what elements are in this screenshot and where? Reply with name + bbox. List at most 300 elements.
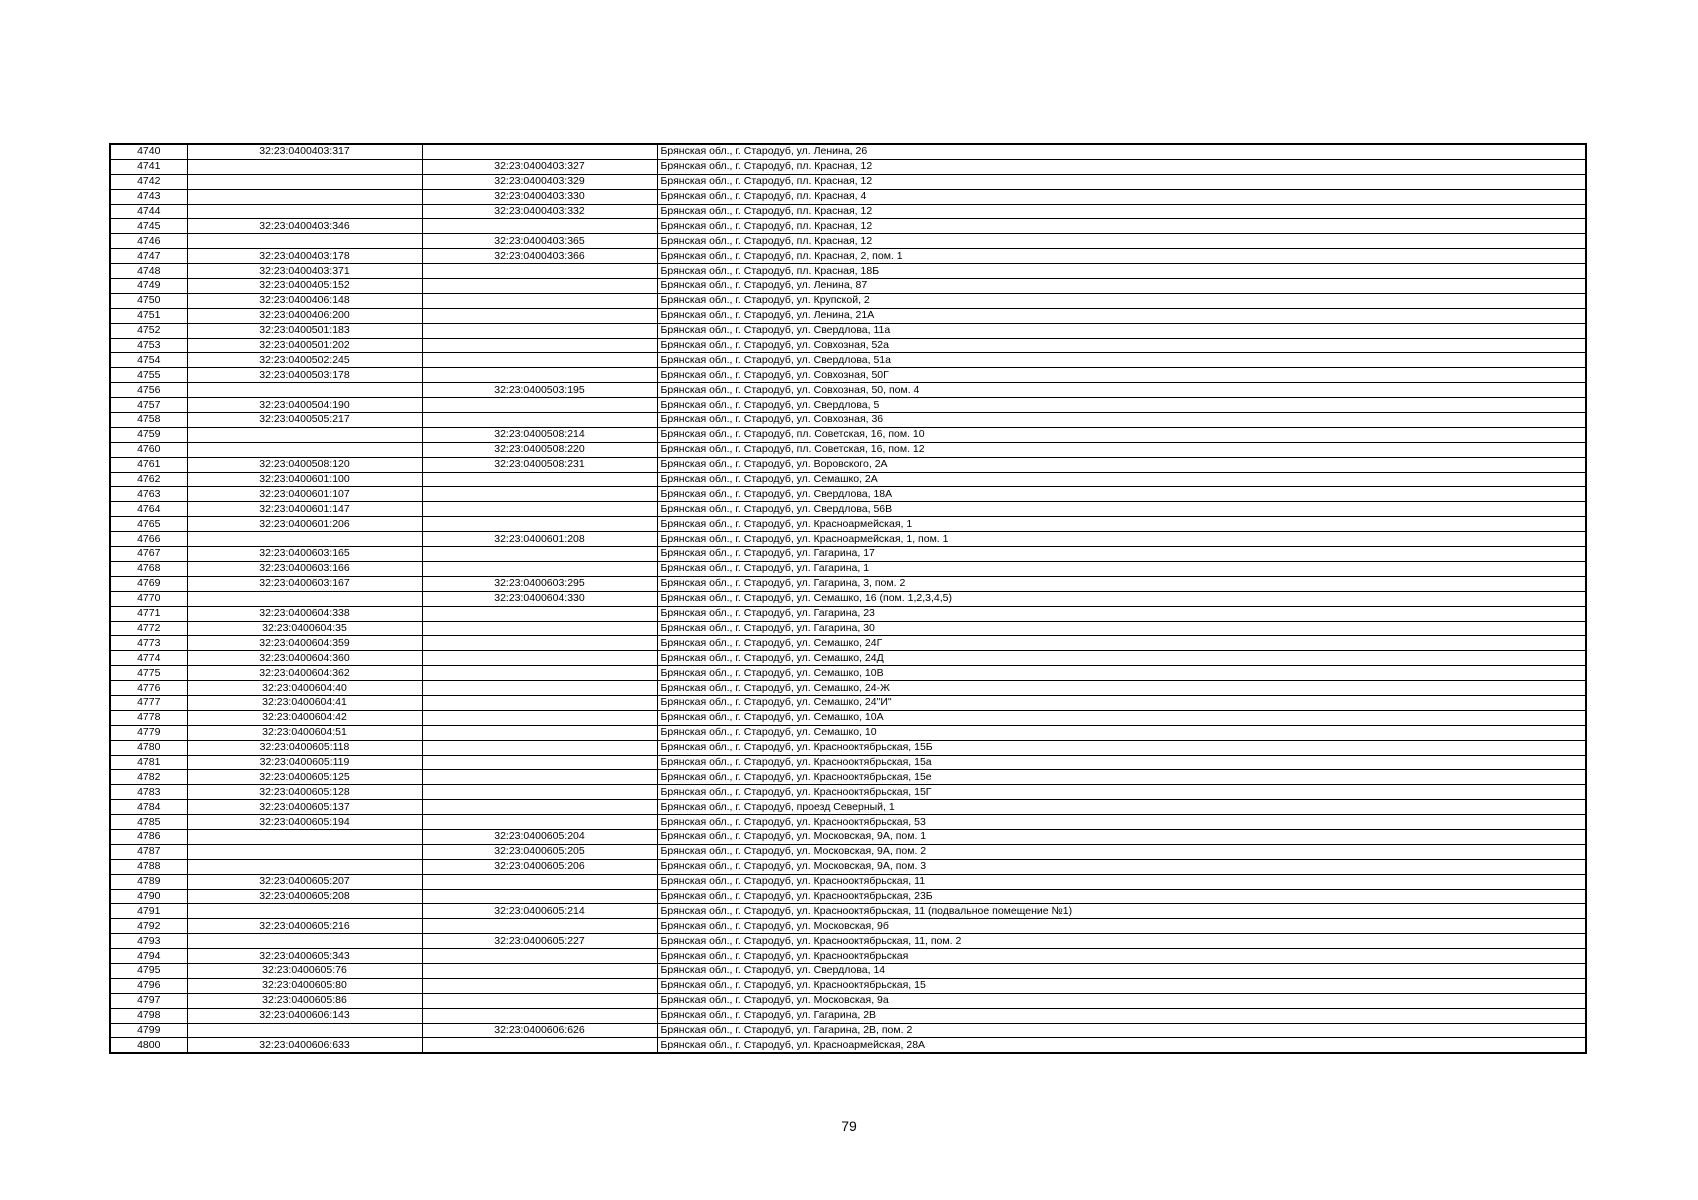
address-cell: Брянская обл., г. Стародуб, ул. Ленина, 87 [657, 279, 1586, 294]
row-number-cell: 4776 [110, 681, 187, 696]
row-number-cell: 4742 [110, 174, 187, 189]
row-number-cell: 4760 [110, 442, 187, 457]
cadastral-number-cell [187, 591, 422, 606]
row-number-cell: 4788 [110, 859, 187, 874]
table-row [110, 785, 1586, 800]
table-row [110, 383, 1586, 398]
cadastral-number-cell: 32:23:0400601:206 [187, 517, 422, 532]
table-row [110, 234, 1586, 249]
table-row [110, 1038, 1586, 1053]
cadastral-number-cell: 32:23:0400406:200 [187, 308, 422, 323]
premises-cadastral-number-cell: 32:23:0400503:195 [422, 383, 657, 398]
cadastral-number-cell [187, 1023, 422, 1038]
table-row [110, 949, 1586, 964]
address-cell: Брянская обл., г. Стародуб, ул. Гагарина, 23 [657, 606, 1586, 621]
premises-cadastral-number-cell: 32:23:0400605:205 [422, 844, 657, 859]
row-number-cell: 4774 [110, 651, 187, 666]
table-row [110, 561, 1586, 576]
cadastral-number-cell: 32:23:0400403:346 [187, 219, 422, 234]
cadastral-number-cell: 32:23:0400605:208 [187, 889, 422, 904]
row-number-cell: 4764 [110, 502, 187, 517]
row-number-cell: 4786 [110, 829, 187, 844]
cadastral-number-cell [187, 829, 422, 844]
row-number-cell: 4771 [110, 606, 187, 621]
table-row [110, 174, 1586, 189]
premises-cadastral-number-cell: 32:23:0400605:204 [422, 829, 657, 844]
cadastral-number-cell: 32:23:0400406:148 [187, 293, 422, 308]
cadastral-number-cell: 32:23:0400606:633 [187, 1038, 422, 1053]
row-number-cell: 4798 [110, 1008, 187, 1023]
cadastral-number-cell: 32:23:0400606:143 [187, 1008, 422, 1023]
table-row [110, 427, 1586, 442]
row-number-cell: 4746 [110, 234, 187, 249]
row-number-cell: 4792 [110, 919, 187, 934]
row-number-cell: 4791 [110, 904, 187, 919]
row-number-cell: 4769 [110, 576, 187, 591]
table-row [110, 963, 1586, 978]
row-number-cell: 4785 [110, 815, 187, 830]
premises-cadastral-number-cell: 32:23:0400508:214 [422, 427, 657, 442]
table-row [110, 338, 1586, 353]
table-row [110, 457, 1586, 472]
address-cell: Брянская обл., г. Стародуб, ул. Семашко, 10В [657, 666, 1586, 681]
table-row [110, 770, 1586, 785]
table-row [110, 1023, 1586, 1038]
address-cell: Брянская обл., г. Стародуб, ул. Гагарина, 1 [657, 561, 1586, 576]
premises-cadastral-number-cell [422, 621, 657, 636]
address-cell: Брянская обл., г. Стародуб, ул. Свердлова, 11а [657, 323, 1586, 338]
cadastral-number-cell [187, 383, 422, 398]
premises-cadastral-number-cell [422, 889, 657, 904]
address-cell: Брянская обл., г. Стародуб, ул. Краснооктябрьская, 15е [657, 770, 1586, 785]
table-row [110, 829, 1586, 844]
table-row [110, 934, 1586, 949]
row-number-cell: 4778 [110, 710, 187, 725]
table-row [110, 695, 1586, 710]
table-row [110, 666, 1586, 681]
premises-cadastral-number-cell [422, 1038, 657, 1053]
cadastral-number-cell: 32:23:0400605:80 [187, 978, 422, 993]
address-cell: Брянская обл., г. Стародуб, ул. Гагарина, 2В [657, 1008, 1586, 1023]
row-number-cell: 4759 [110, 427, 187, 442]
row-number-cell: 4772 [110, 621, 187, 636]
address-cell: Брянская обл., г. Стародуб, ул. Семашко, 24"И" [657, 695, 1586, 710]
row-number-cell: 4752 [110, 323, 187, 338]
cadastral-number-cell: 32:23:0400403:317 [187, 144, 422, 159]
table-row [110, 889, 1586, 904]
premises-cadastral-number-cell: 32:23:0400508:231 [422, 457, 657, 472]
premises-cadastral-number-cell [422, 993, 657, 1008]
cadastral-number-cell: 32:23:0400605:86 [187, 993, 422, 1008]
row-number-cell: 4763 [110, 487, 187, 502]
cadastral-number-cell: 32:23:0400502:245 [187, 353, 422, 368]
address-cell: Брянская обл., г. Стародуб, ул. Гагарина, 2В, пом. 2 [657, 1023, 1586, 1038]
row-number-cell: 4749 [110, 279, 187, 294]
premises-cadastral-number-cell [422, 770, 657, 785]
address-cell: Брянская обл., г. Стародуб, ул. Совхозная, 52а [657, 338, 1586, 353]
table-row [110, 249, 1586, 264]
table-row [110, 398, 1586, 413]
table-row [110, 874, 1586, 889]
cadastral-number-cell: 32:23:0400503:178 [187, 368, 422, 383]
cadastral-number-cell [187, 204, 422, 219]
premises-cadastral-number-cell: 32:23:0400605:214 [422, 904, 657, 919]
table-row [110, 517, 1586, 532]
address-cell: Брянская обл., г. Стародуб, ул. Краснооктябрьская, 11 (подвальное помещение №1) [657, 904, 1586, 919]
table-row [110, 978, 1586, 993]
table-row [110, 710, 1586, 725]
cadastral-number-cell: 32:23:0400405:152 [187, 279, 422, 294]
premises-cadastral-number-cell [422, 800, 657, 815]
premises-cadastral-number-cell: 32:23:0400403:366 [422, 249, 657, 264]
cadastral-number-cell: 32:23:0400504:190 [187, 398, 422, 413]
premises-cadastral-number-cell [422, 695, 657, 710]
row-number-cell: 4793 [110, 934, 187, 949]
premises-cadastral-number-cell [422, 144, 657, 159]
premises-cadastral-number-cell [422, 919, 657, 934]
address-cell: Брянская обл., г. Стародуб, ул. Ленина, 21А [657, 308, 1586, 323]
table-row [110, 591, 1586, 606]
cadastral-number-cell [187, 442, 422, 457]
row-number-cell: 4773 [110, 636, 187, 651]
row-number-cell: 4750 [110, 293, 187, 308]
address-cell: Брянская обл., г. Стародуб, ул. Московская, 9А, пом. 2 [657, 844, 1586, 859]
table-row [110, 204, 1586, 219]
address-cell: Брянская обл., г. Стародуб, ул. Семашко, 24Д [657, 651, 1586, 666]
premises-cadastral-number-cell: 32:23:0400403:365 [422, 234, 657, 249]
premises-cadastral-number-cell [422, 502, 657, 517]
row-number-cell: 4758 [110, 413, 187, 428]
table-row [110, 993, 1586, 1008]
premises-cadastral-number-cell [422, 681, 657, 696]
address-cell: Брянская обл., г. Стародуб, ул. Краснооктябрьская, 11, пом. 2 [657, 934, 1586, 949]
address-cell: Брянская обл., г. Стародуб, ул. Воровского, 2А [657, 457, 1586, 472]
cadastral-number-cell [187, 934, 422, 949]
address-cell: Брянская обл., г. Стародуб, ул. Свердлова, 5 [657, 398, 1586, 413]
row-number-cell: 4799 [110, 1023, 187, 1038]
table-row [110, 159, 1586, 174]
cadastral-number-cell: 32:23:0400604:338 [187, 606, 422, 621]
cadastral-number-cell: 32:23:0400501:183 [187, 323, 422, 338]
cadastral-number-cell: 32:23:0400601:147 [187, 502, 422, 517]
address-cell: Брянская обл., г. Стародуб, пл. Красная, 12 [657, 234, 1586, 249]
cadastral-number-cell: 32:23:0400604:40 [187, 681, 422, 696]
premises-cadastral-number-cell [422, 740, 657, 755]
address-cell: Брянская обл., г. Стародуб, пл. Красная, 12 [657, 174, 1586, 189]
cadastral-number-cell: 32:23:0400403:371 [187, 264, 422, 279]
address-cell: Брянская обл., г. Стародуб, ул. Московская, 9А, пом. 1 [657, 829, 1586, 844]
cadastral-number-cell: 32:23:0400605:128 [187, 785, 422, 800]
cadastral-number-cell: 32:23:0400505:217 [187, 413, 422, 428]
cadastral-number-cell: 32:23:0400605:207 [187, 874, 422, 889]
address-cell: Брянская обл., г. Стародуб, ул. Краснооктябрьская, 11 [657, 874, 1586, 889]
row-number-cell: 4754 [110, 353, 187, 368]
premises-cadastral-number-cell [422, 651, 657, 666]
cadastral-number-cell: 32:23:0400603:167 [187, 576, 422, 591]
premises-cadastral-number-cell [422, 710, 657, 725]
address-cell: Брянская обл., г. Стародуб, ул. Краснооктябрьская, 15а [657, 755, 1586, 770]
table-row [110, 636, 1586, 651]
cadastral-number-cell: 32:23:0400604:41 [187, 695, 422, 710]
cadastral-number-cell: 32:23:0400604:359 [187, 636, 422, 651]
address-cell: Брянская обл., г. Стародуб, ул. Московская, 9а [657, 993, 1586, 1008]
table-row [110, 532, 1586, 547]
table-row [110, 740, 1586, 755]
address-cell: Брянская обл., г. Стародуб, ул. Красноармейская, 1, пом. 1 [657, 532, 1586, 547]
row-number-cell: 4784 [110, 800, 187, 815]
premises-cadastral-number-cell [422, 398, 657, 413]
row-number-cell: 4783 [110, 785, 187, 800]
address-cell: Брянская обл., г. Стародуб, ул. Краснооктябрьская, 15 [657, 978, 1586, 993]
address-cell: Брянская обл., г. Стародуб, ул. Краснооктябрьская, 15Б [657, 740, 1586, 755]
table-row [110, 323, 1586, 338]
table-row [110, 502, 1586, 517]
address-cell: Брянская обл., г. Стародуб, ул. Краснооктябрьская, 53 [657, 815, 1586, 830]
premises-cadastral-number-cell: 32:23:0400403:329 [422, 174, 657, 189]
cadastral-number-cell: 32:23:0400508:120 [187, 457, 422, 472]
premises-cadastral-number-cell: 32:23:0400601:208 [422, 532, 657, 547]
table-row [110, 293, 1586, 308]
table-row [110, 472, 1586, 487]
premises-cadastral-number-cell [422, 487, 657, 502]
row-number-cell: 4745 [110, 219, 187, 234]
cadastral-number-cell: 32:23:0400605:125 [187, 770, 422, 785]
row-number-cell: 4766 [110, 532, 187, 547]
table-row [110, 844, 1586, 859]
premises-cadastral-number-cell [422, 338, 657, 353]
cadastral-number-cell: 32:23:0400604:42 [187, 710, 422, 725]
premises-cadastral-number-cell: 32:23:0400603:295 [422, 576, 657, 591]
cadastral-number-cell [187, 904, 422, 919]
cadastral-number-cell: 32:23:0400604:35 [187, 621, 422, 636]
cadastral-number-cell: 32:23:0400605:76 [187, 963, 422, 978]
premises-cadastral-number-cell [422, 963, 657, 978]
address-cell: Брянская обл., г. Стародуб, ул. Краснооктябрьская, 23Б [657, 889, 1586, 904]
address-cell: Брянская обл., г. Стародуб, ул. Крупской, 2 [657, 293, 1586, 308]
premises-cadastral-number-cell: 32:23:0400508:220 [422, 442, 657, 457]
cadastral-number-cell: 32:23:0400604:360 [187, 651, 422, 666]
premises-cadastral-number-cell [422, 815, 657, 830]
row-number-cell: 4787 [110, 844, 187, 859]
cadastral-number-cell [187, 427, 422, 442]
row-number-cell: 4757 [110, 398, 187, 413]
row-number-cell: 4797 [110, 993, 187, 1008]
registry-table [109, 143, 1587, 1054]
address-cell: Брянская обл., г. Стародуб, ул. Свердлова, 14 [657, 963, 1586, 978]
page-number: 79 [841, 1118, 857, 1134]
row-number-cell: 4762 [110, 472, 187, 487]
table-row [110, 621, 1586, 636]
premises-cadastral-number-cell [422, 323, 657, 338]
row-number-cell: 4751 [110, 308, 187, 323]
premises-cadastral-number-cell [422, 725, 657, 740]
table-row [110, 1008, 1586, 1023]
address-cell: Брянская обл., г. Стародуб, пл. Красная, 4 [657, 189, 1586, 204]
address-cell: Брянская обл., г. Стародуб, ул. Совхозная, 50Г [657, 368, 1586, 383]
cadastral-number-cell: 32:23:0400601:100 [187, 472, 422, 487]
cadastral-number-cell: 32:23:0400604:362 [187, 666, 422, 681]
premises-cadastral-number-cell [422, 785, 657, 800]
premises-cadastral-number-cell [422, 353, 657, 368]
premises-cadastral-number-cell [422, 308, 657, 323]
table-row [110, 264, 1586, 279]
premises-cadastral-number-cell [422, 413, 657, 428]
row-number-cell: 4779 [110, 725, 187, 740]
table-row [110, 189, 1586, 204]
premises-cadastral-number-cell [422, 666, 657, 681]
cadastral-number-cell: 32:23:0400605:137 [187, 800, 422, 815]
address-cell: Брянская обл., г. Стародуб, ул. Гагарина, 30 [657, 621, 1586, 636]
cadastral-number-cell: 32:23:0400603:166 [187, 561, 422, 576]
table-row [110, 219, 1586, 234]
cadastral-number-cell: 32:23:0400403:178 [187, 249, 422, 264]
premises-cadastral-number-cell [422, 293, 657, 308]
address-cell: Брянская обл., г. Стародуб, ул. Семашко, 24Г [657, 636, 1586, 651]
registry-table-body [110, 144, 1586, 1053]
address-cell: Брянская обл., г. Стародуб, ул. Семашко, 10 [657, 725, 1586, 740]
row-number-cell: 4777 [110, 695, 187, 710]
premises-cadastral-number-cell [422, 472, 657, 487]
address-cell: Брянская обл., г. Стародуб, ул. Семашко, 10А [657, 710, 1586, 725]
row-number-cell: 4794 [110, 949, 187, 964]
premises-cadastral-number-cell [422, 1008, 657, 1023]
row-number-cell: 4775 [110, 666, 187, 681]
table-row [110, 725, 1586, 740]
table-row [110, 606, 1586, 621]
premises-cadastral-number-cell: 32:23:0400605:227 [422, 934, 657, 949]
premises-cadastral-number-cell: 32:23:0400403:332 [422, 204, 657, 219]
cadastral-number-cell: 32:23:0400501:202 [187, 338, 422, 353]
table-row [110, 815, 1586, 830]
row-number-cell: 4780 [110, 740, 187, 755]
table-row [110, 755, 1586, 770]
row-number-cell: 4790 [110, 889, 187, 904]
premises-cadastral-number-cell [422, 561, 657, 576]
cadastral-number-cell: 32:23:0400605:118 [187, 740, 422, 755]
row-number-cell: 4756 [110, 383, 187, 398]
row-number-cell: 4744 [110, 204, 187, 219]
cadastral-number-cell [187, 189, 422, 204]
cadastral-number-cell: 32:23:0400605:119 [187, 755, 422, 770]
cadastral-number-cell: 32:23:0400603:165 [187, 547, 422, 562]
premises-cadastral-number-cell [422, 949, 657, 964]
table-row [110, 487, 1586, 502]
table-row [110, 859, 1586, 874]
row-number-cell: 4740 [110, 144, 187, 159]
address-cell: Брянская обл., г. Стародуб, пл. Красная, 18Б [657, 264, 1586, 279]
cadastral-number-cell: 32:23:0400601:107 [187, 487, 422, 502]
row-number-cell: 4755 [110, 368, 187, 383]
row-number-cell: 4747 [110, 249, 187, 264]
premises-cadastral-number-cell [422, 264, 657, 279]
row-number-cell: 4748 [110, 264, 187, 279]
premises-cadastral-number-cell [422, 636, 657, 651]
table-row [110, 144, 1586, 159]
premises-cadastral-number-cell [422, 606, 657, 621]
table-row [110, 308, 1586, 323]
address-cell: Брянская обл., г. Стародуб, ул. Совхозная, 50, пом. 4 [657, 383, 1586, 398]
premises-cadastral-number-cell [422, 517, 657, 532]
row-number-cell: 4741 [110, 159, 187, 174]
table-row [110, 368, 1586, 383]
address-cell: Брянская обл., г. Стародуб, ул. Краснооктябрьская [657, 949, 1586, 964]
address-cell: Брянская обл., г. Стародуб, ул. Краснооктябрьская, 15Г [657, 785, 1586, 800]
address-cell: Брянская обл., г. Стародуб, ул. Гагарина, 17 [657, 547, 1586, 562]
cadastral-number-cell [187, 859, 422, 874]
premises-cadastral-number-cell [422, 547, 657, 562]
address-cell: Брянская обл., г. Стародуб, ул. Гагарина, 3, пом. 2 [657, 576, 1586, 591]
table-row [110, 681, 1586, 696]
address-cell: Брянская обл., г. Стародуб, проезд Северный, 1 [657, 800, 1586, 815]
row-number-cell: 4782 [110, 770, 187, 785]
premises-cadastral-number-cell [422, 219, 657, 234]
cadastral-number-cell [187, 159, 422, 174]
address-cell: Брянская обл., г. Стародуб, ул. Ленина, 26 [657, 144, 1586, 159]
row-number-cell: 4767 [110, 547, 187, 562]
row-number-cell: 4768 [110, 561, 187, 576]
address-cell: Брянская обл., г. Стародуб, пл. Красная, 12 [657, 219, 1586, 234]
premises-cadastral-number-cell: 32:23:0400604:330 [422, 591, 657, 606]
address-cell: Брянская обл., г. Стародуб, пл. Красная, 12 [657, 204, 1586, 219]
address-cell: Брянская обл., г. Стародуб, ул. Московская, 9б [657, 919, 1586, 934]
address-cell: Брянская обл., г. Стародуб, пл. Красная, 2, пом. 1 [657, 249, 1586, 264]
row-number-cell: 4796 [110, 978, 187, 993]
cadastral-number-cell [187, 532, 422, 547]
row-number-cell: 4795 [110, 963, 187, 978]
premises-cadastral-number-cell: 32:23:0400403:330 [422, 189, 657, 204]
address-cell: Брянская обл., г. Стародуб, ул. Семашко, 2А [657, 472, 1586, 487]
cadastral-number-cell [187, 234, 422, 249]
premises-cadastral-number-cell [422, 755, 657, 770]
row-number-cell: 4765 [110, 517, 187, 532]
address-cell: Брянская обл., г. Стародуб, ул. Свердлова, 56В [657, 502, 1586, 517]
row-number-cell: 4753 [110, 338, 187, 353]
address-cell: Брянская обл., г. Стародуб, ул. Совхозная, 36 [657, 413, 1586, 428]
premises-cadastral-number-cell [422, 279, 657, 294]
address-cell: Брянская обл., г. Стародуб, пл. Советская, 16, пом. 10 [657, 427, 1586, 442]
premises-cadastral-number-cell: 32:23:0400606:626 [422, 1023, 657, 1038]
address-cell: Брянская обл., г. Стародуб, ул. Красноармейская, 1 [657, 517, 1586, 532]
table-row [110, 800, 1586, 815]
address-cell: Брянская обл., г. Стародуб, ул. Семашко, 24-Ж [657, 681, 1586, 696]
cadastral-number-cell: 32:23:0400604:51 [187, 725, 422, 740]
table-row [110, 547, 1586, 562]
cadastral-number-cell [187, 174, 422, 189]
premises-cadastral-number-cell [422, 368, 657, 383]
table-row [110, 919, 1586, 934]
address-cell: Брянская обл., г. Стародуб, ул. Московская, 9А, пом. 3 [657, 859, 1586, 874]
address-cell: Брянская обл., г. Стародуб, пл. Красная, 12 [657, 159, 1586, 174]
row-number-cell: 4761 [110, 457, 187, 472]
premises-cadastral-number-cell [422, 978, 657, 993]
table-row [110, 413, 1586, 428]
table-row [110, 353, 1586, 368]
cadastral-number-cell: 32:23:0400605:343 [187, 949, 422, 964]
address-cell: Брянская обл., г. Стародуб, ул. Семашко, 16 (пом. 1,2,3,4,5) [657, 591, 1586, 606]
premises-cadastral-number-cell: 32:23:0400403:327 [422, 159, 657, 174]
row-number-cell: 4789 [110, 874, 187, 889]
premises-cadastral-number-cell [422, 874, 657, 889]
table-row [110, 904, 1586, 919]
address-cell: Брянская обл., г. Стародуб, ул. Свердлова, 18А [657, 487, 1586, 502]
cadastral-number-cell: 32:23:0400605:194 [187, 815, 422, 830]
address-cell: Брянская обл., г. Стародуб, ул. Свердлова, 51а [657, 353, 1586, 368]
table-row [110, 576, 1586, 591]
cadastral-number-cell [187, 844, 422, 859]
address-cell: Брянская обл., г. Стародуб, пл. Советская, 16, пом. 12 [657, 442, 1586, 457]
row-number-cell: 4770 [110, 591, 187, 606]
table-row [110, 279, 1586, 294]
